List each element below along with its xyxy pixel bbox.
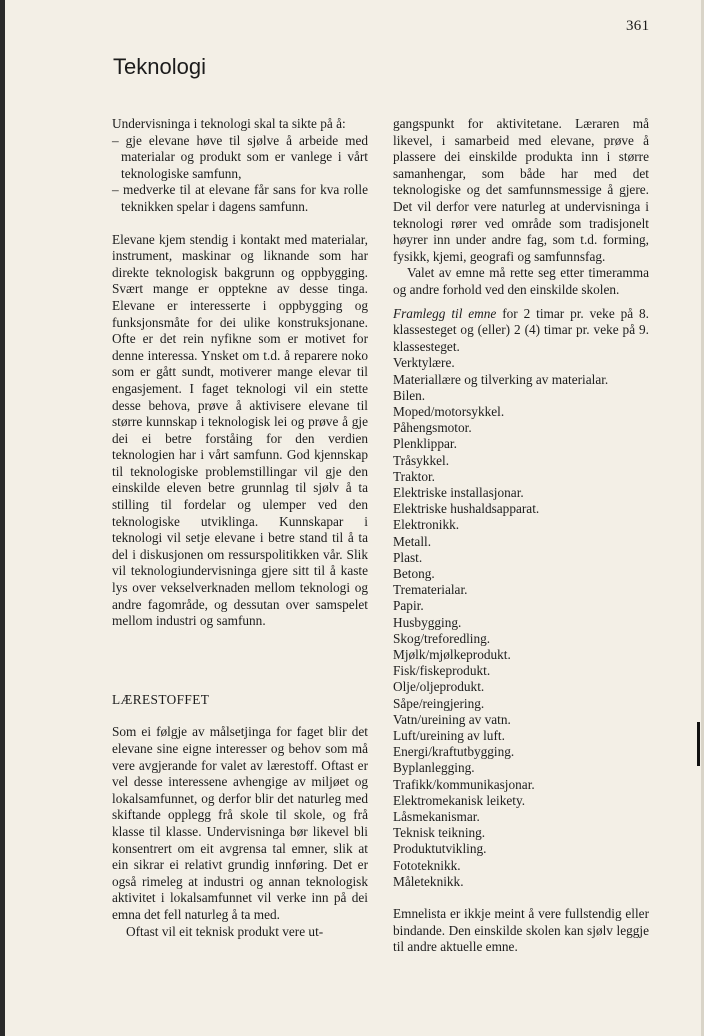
goal-item: – gje elevane høve til sjølve å arbeide med materialar og produkt som er vanlege i vårt teknologiske samfunn, [112, 132, 368, 181]
topic-item: Luft/ureining av luft. [393, 727, 505, 743]
topic-item: Plenklippar. [393, 436, 457, 452]
topic-item: Låsmekanismar. [393, 809, 480, 824]
topic-item: Skog/treforedling. [393, 630, 491, 646]
topic-item: Trematerialar. [393, 582, 468, 598]
body-paragraph: Som ei følgje av målsetjinga for faget blir det elevane sine eigne interesser og behov som må vere avgjerande for valet av lærestoff. Oftast er vel desse interessene avhengige av miljøet og lokalsamfunnet, og derfor blir det naturleg med skiftande opplegg frå skole til skole, og frå klasse til klasse. Undervisninga bør likevel bli konsentrert om eit avgrensa tal emner, slik at ein sikrar ei relativt grundig innføring. Det er også rimeleg at industri og annan teknologisk aktivitet i lokalsamfunnet vil verke inn på dei emna det fell naturleg å ta med. [112, 724, 368, 922]
topic-item: Fisk/fiskeprodukt. [393, 663, 491, 679]
closing-paragraph: Emnelista er ikkje meint å vere fullstendig eller bindande. Den einskilde skolen kan sjølv leggje til andre aktuelle emne. [393, 906, 649, 955]
topic-item: Såpe/reingjering. [393, 695, 485, 711]
proposal-paragraph [393, 306, 649, 356]
topic-item: Energi/kraftutbygging. [393, 744, 515, 760]
topic-item: Olje/oljeprodukt. [393, 679, 485, 695]
page-left-edge [0, 0, 5, 1036]
topic-item: Verktylære. [393, 355, 455, 371]
topic-list [393, 355, 649, 890]
body-paragraph: Elevane kjem stendig i kontakt med materialar, instrument, maskinar og liknande som har direkte teknologisk bakgrunn og oppbygging. Svært mange er opptekne av desse tinga. Elevane er interesserte i oppbygging og funksjonsmåte for dei ulike konstruksjonane. Ofte er det rein nyfikne som er motivet for denne interessa. Ynsket om t.d. å reparere noko som er gått sundt, motiverer mange elevar til engasjement. I faget teknologi vil ein stette desse behova, prøve å aktivisere elevane til større kunnskap i teknologisk lei og prøve å gje dei ei betre forståing for den verdien teknologien har i vårt samfunn. God kjennskap til teknologiske problemstillingar vil gje den einskilde eleven betre grunnlag til sjølv å ta stilling til fordelar og ulemper ved den teknologiske utviklinga. Kunnskapar i teknologi vil setje elevane i betre stand til å ta del i diskusjonen om ressurspolitikken vår. Slik vil teknologiundervisninga gjere sitt til å kaste lys over vekselverknaden mellom teknologi og andre fagområde, og dessutan over samspelet mellom industri og samfunn. [112, 231, 368, 629]
topic-item: Elektronikk. [393, 517, 460, 533]
topic-item: Måleteknikk. [393, 873, 464, 889]
topic-item: Elektriske installasjonar. [393, 484, 524, 500]
topic-item: Byplanlegging. [393, 760, 475, 776]
topic-item: Plast. [393, 549, 423, 565]
margin-mark [697, 722, 700, 766]
right-column [393, 116, 649, 956]
topic-item: Husbygging. [393, 614, 462, 630]
topic-item: Bilen. [393, 387, 426, 403]
section-heading: LÆRESTOFFET [112, 691, 210, 707]
proposal-text: for 2 timar pr. veke på 8. klassesteget og (eller) 2 (4) timar pr. veke på 9. klassesteget. [393, 305, 649, 354]
topic-item: Tråsykkel. [393, 452, 450, 468]
topic-item: Teknisk teikning. [393, 825, 486, 841]
proposal-label: Framlegg til emne [393, 305, 497, 321]
left-column [112, 116, 368, 940]
topic-item: Papir. [393, 598, 424, 614]
topic-item: Traktor. [393, 468, 435, 484]
topic-item: Vatn/ureining av vatn. [393, 711, 511, 727]
body-paragraph: Valet av emne må rette seg etter timeramma og andre forhold ved den einskilde skolen. [393, 265, 649, 297]
topic-item: Fototeknikk. [393, 857, 461, 873]
topic-item: Betong. [393, 565, 435, 581]
topic-item: Trafikk/kommunikasjonar. [393, 776, 535, 792]
topic-item: Mjølk/mjølkeprodukt. [393, 646, 511, 662]
body-paragraph: Oftast vil eit teknisk produkt vere ut- [126, 923, 324, 939]
goal-item: – medverke til at elevane får sans for kva rolle teknikken spelar i dagens samfunn. [112, 182, 368, 214]
topic-item: Elektriske hushaldsapparat. [393, 501, 540, 517]
topic-item: Materiallære og tilverking av materialar. [393, 371, 609, 387]
page-title: Teknologi [113, 54, 206, 79]
topic-item: Produktutvikling. [393, 841, 487, 857]
topic-item: Elektromekanisk leikety. [393, 792, 526, 808]
topic-item: Moped/motorsykkel. [393, 403, 505, 419]
body-paragraph: gangspunkt for aktivitetane. Læraren må likevel, i samarbeid med elevane, prøve å plassere dei einskilde produkta inn i større samanhengar, som både har med det teknologiske og det samfunnsmessige å gjere. Det vil derfor vere naturleg at undervisninga i teknologi rører ved område som tradisjonelt høyrer inn under andre fag, som t.d. forming, fysikk, kjemi, geografi og samfunnsfag. [393, 116, 649, 264]
goals-intro: Undervisninga i teknologi skal ta sikte på å: [112, 116, 346, 131]
topic-item: Metall. [393, 533, 432, 549]
page-number: 361 [626, 18, 650, 34]
topic-item: Påhengsmotor. [393, 420, 472, 436]
